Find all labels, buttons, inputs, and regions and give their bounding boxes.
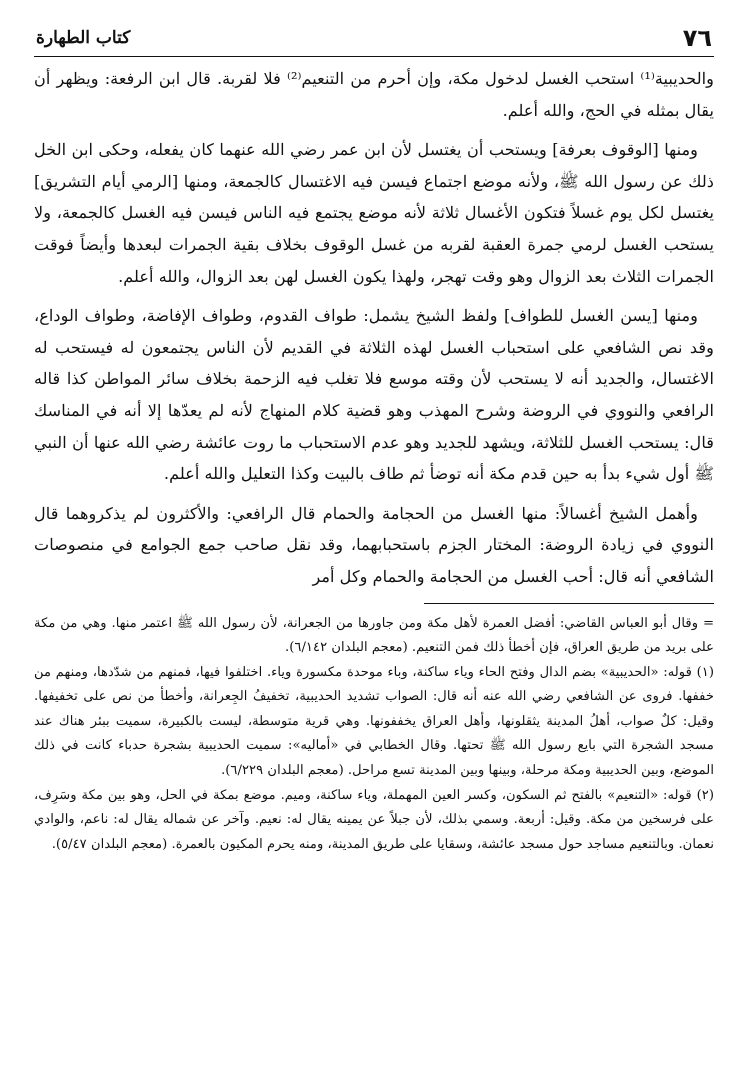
main-paragraph: ومنها [الوقوف بعرفة] ويستحب أن يغتسل لأن ابن عمر رضي الله عنهما كان يفعله، وحكى ابن الخل ذلك عن رسول الله ﷺ، ولأنه موضع اجتماع فيسن فيه الاغتسال كالجمعة، ومنها [الرمي أيام التشريق] يغتسل لكل يوم غسلاً فتكون الأغسال ثلاثة لأنه موضع يجتمع فيه الناس فيسن فيه الغسل كالجمعة، ولا يستحب الغسل لرمي جمرة العقبة لقربه من غسل الوقوف بخلاف بقية الجمرات لبعدها وأيضاً فوقت الجمرات الثلاث بعد الزوال وهو وقت تهجر، ولهذا يكون الغسل لهن بعد الزوال، والله أعلم. bbox=[34, 140, 714, 286]
page-header bbox=[34, 22, 714, 57]
footnote-1: (١) قوله: «الحديبية» بضم الدال وفتح الحاء وياء ساكنة، وباء موحدة مكسورة وياء. اختلفوا فيها، فمنهم من شدّدها، ومنهم من خففها. فروى عن الشافعي رضي الله عنه أنه قال: الصواب تشديد الحديبية، تخفيفُ الجِعرانة، وأخطأ من نص على تخفيفها. وقيل: كلٌ صواب، أهلُ المدينة يثقلونها، وأهل العراق يخففونها. وهي قرية متوسطة، ليست بالكبيرة، سميت ببئر هناك عند مسجد الشجرة التي بايع رسول الله ﷺ تحتها. وقال الخطابي في «أماليه»: سميت الحديبية بشجرة حدباء كانت في ذلك الموضع، وبين الحديبية ومكة مرحلة، وبينها وبين المدينة تسع مراحل. (معجم البلدان ٦/٢٢٩). bbox=[34, 664, 714, 779]
main-text bbox=[34, 63, 714, 593]
footnote-continuation: = وقال أبو العباس القاضي: أفضل العمرة لأهل مكة ومن جاورها من الجعرانة، لأن رسول الله ﷺ اعتمر منها. وهي من مكة على بريد من طريق العراق، فإن أخطأ ذلك فمن التنعيم. (معجم البلدان ٦/١٤٢). bbox=[34, 615, 714, 656]
footnote-2: (٢) قوله: «التنعيم» بالفتح ثم السكون، وكسر العين المهملة، وياء ساكنة، وميم. موضع بمكة في الحل، وهو بين مكة وسَرِف، على فرسخين من مكة. وقيل: أربعة. وسمي بذلك، لأن جبلاً عن يمينه يقال له: نعيم. وآخر عن شماله يقال له: ناعم، والوادي نعمان. وبالتنعيم مساجد حول مسجد عائشة، وسقايا على طريق المدينة، ومنه يحرم المكيون بالعمرة. (معجم البلدان ٥/٤٧). bbox=[34, 787, 714, 852]
book-page bbox=[34, 22, 714, 1072]
main-paragraph: والحديبية⁽¹⁾ استحب الغسل لدخول مكة، وإن أحرم من التنعيم⁽²⁾ فلا لقربة. قال ابن الرفعة: ويظهر أن يقال بمثله في الحج، والله أعلم. bbox=[34, 69, 714, 120]
footnotes bbox=[34, 612, 714, 858]
main-paragraph: وأهمل الشيخ أغسالاً: منها الغسل من الحجامة والحمام قال الرافعي: والأكثرون لم يذكروهما قال النووي في زيادة الروضة: المختار الجزم باستحبابهما، وقد نقل صاحب جمع الجوامع في منصوصات الشافعي أنه قال: أحب الغسل من الحجامة والحمام وكل أمر bbox=[34, 503, 714, 586]
main-paragraph: ومنها [يسن الغسل للطواف] ولفظ الشيخ يشمل: طواف القدوم، وطواف الإفاضة، وطواف الوداع، وقد نص الشافعي على استحباب الغسل لهذه الثلاثة في القديم لأن الناس يجتمعون له فيستحب له الاغتسال، والجديد أنه لا يستحب لأن وقته موسع فلا تغلب فيه الزحمة بخلاف سائر المواطن كذا قاله الرافعي والنووي في الروضة وشرح المهذب وهو قضية كلام المنهاج لأنه لم يعدّها إلا أنه في المناسك قال: يستحب الغسل للثلاثة، ويشهد للجديد وهو عدم الاستحباب ما روت عائشة رضي الله عنها أن النبي ﷺ أول شيء بدأ به حين قدم مكة أنه توضأ ثم طاف بالبيت وكذا التعليل والله أعلم. bbox=[34, 306, 714, 484]
page-number: ٧٦ bbox=[682, 24, 712, 52]
running-title: كتاب الطهارة bbox=[36, 28, 131, 48]
footnote-divider bbox=[424, 603, 714, 604]
